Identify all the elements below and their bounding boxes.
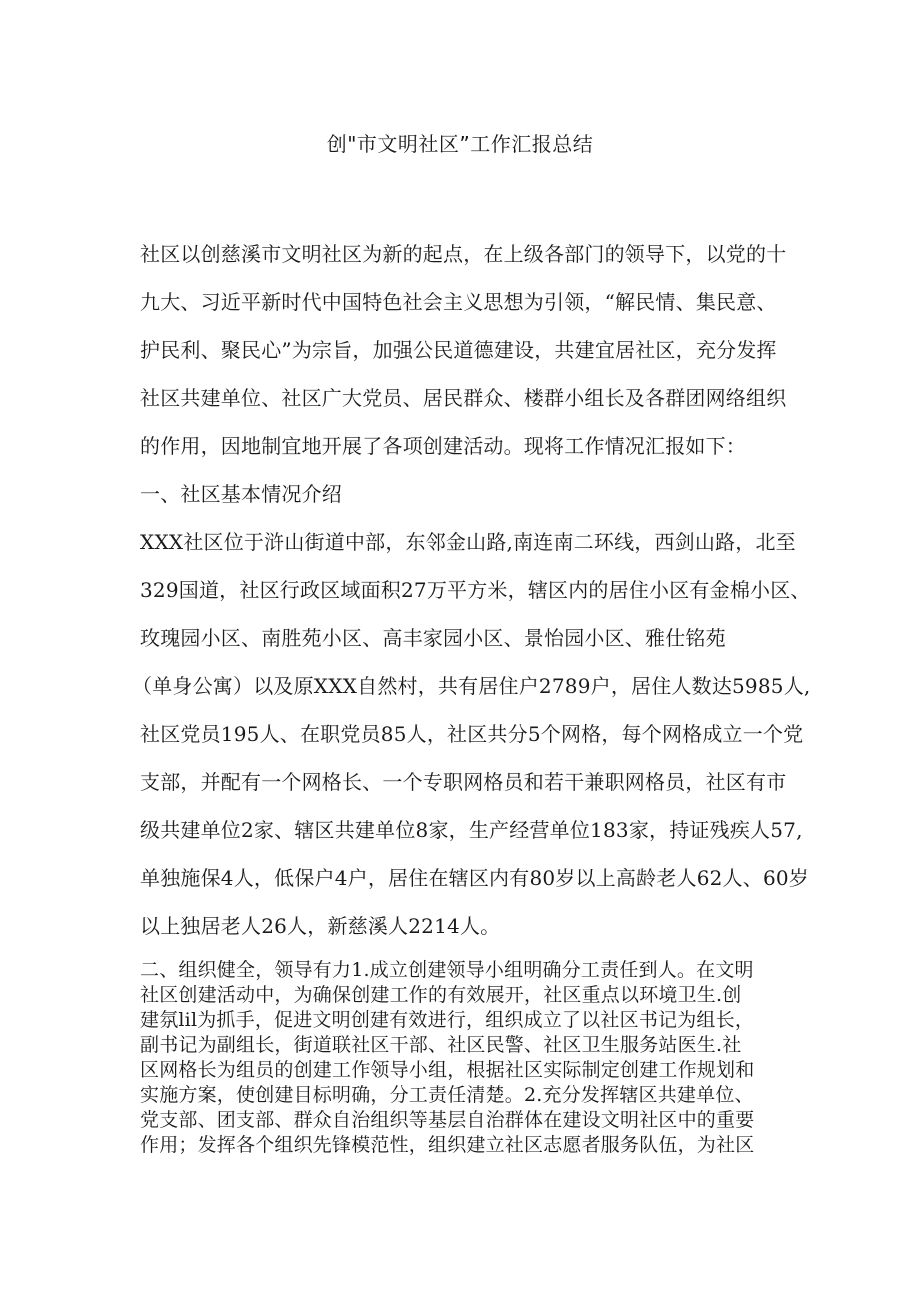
section1-line: 玫瑰园小区、南胜苑小区、高丰家园小区、景怡园小区、雅仕铭苑 [140, 626, 726, 650]
section1-line: 级共建单位2家、辖区共建单位8家，生产经营单位183家，持证残疾人57, [140, 818, 803, 842]
intro-and-section1 [132, 230, 811, 950]
document-title: 创"市文明社区”工作汇报总结 [326, 132, 594, 156]
section2 [140, 958, 790, 1158]
intro-line: 社区共建单位、社区广大党员、居民群众、楼群小组长及各群团网络组织 [140, 386, 787, 410]
intro-line: 社区以创慈溪市文明社区为新的起点，在上级各部门的领导下，以党的十 [140, 242, 787, 266]
section1-line: 以上独居老人26人，新慈溪人2214人。 [140, 914, 501, 938]
intro-line: 的作用，因地制宜地开展了各项创建活动。现将工作情况汇报如下： [140, 434, 746, 458]
section2-line: 党支部、团支部、群众自治组织等基层自治群体在建设文明社区中的重要 [140, 1109, 755, 1131]
section2-line: 建氛lil为抓手，促进文明创建有效进行，组织成立了以社区书记为组长， [140, 1009, 755, 1031]
intro-line: 九大、习近平新时代中国特色社会主义思想为引领，“解民情、集民意、 [140, 290, 777, 314]
section1-line: 支部，并配有一个网格长、一个专职网格员和若干兼职网格员，社区有市 [140, 770, 787, 794]
section1-line: （单身公寓）以及原XXX自然村，共有居住户2789户，居住人数达5985人, [132, 674, 811, 698]
intro-line: 护民利、聚民心”为宗旨，加强公民道德建设，共建宜居社区，充分发挥 [140, 338, 777, 362]
section1-line: XXX社区位于浒山街道中部，东邻金山路,南连南二环线，西剑山路，北至 [140, 530, 796, 554]
section1-line: 社区党员195人、在职党员85人，社区共分5个网格，每个网格成立一个党 [140, 722, 804, 746]
section2-line: 作用；发挥各个组织先锋模范性，组织建立社区志愿者服务队伍，为社区 [140, 1134, 755, 1156]
section2-line: 二、组织健全，领导有力1.成立创建领导小组明确分工责任到人。在文明 [140, 959, 754, 981]
section2-line: 社区创建活动中，为确保创建工作的有效展开，社区重点以环境卫生.创 [140, 984, 742, 1006]
section2-line: 区网格长为组员的创建工作领导小组，根据社区实际制定创建工作规划和 [140, 1059, 755, 1081]
section1-line: 单独施保4人，低保户4户，居住在辖区内有80岁以上高龄老人62人、60岁 [140, 866, 809, 890]
section2-line: 实施方案，使创建目标明确，分工责任清楚。2.充分发挥辖区共建单位、 [140, 1084, 754, 1106]
section2-line: 副书记为副组长，街道联社区干部、社区民警、社区卫生服务站医生.社 [140, 1034, 742, 1056]
section1-line: 329国道，社区行政区域面积27万平方米，辖区内的居住小区有金棉小区、 [140, 578, 811, 602]
section1-heading: 一、社区基本情况介绍 [140, 482, 342, 506]
